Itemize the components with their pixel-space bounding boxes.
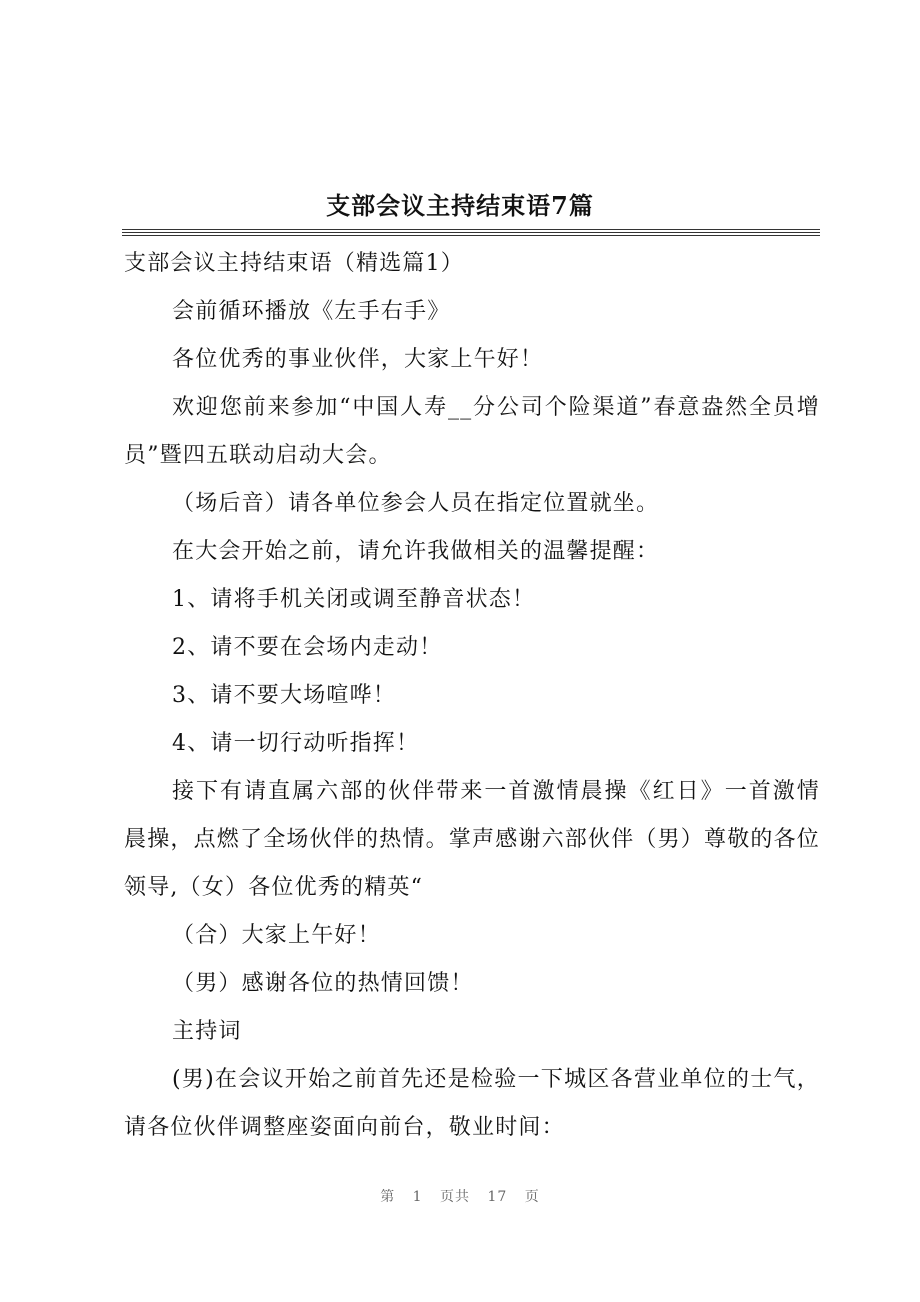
paragraph: 各位优秀的事业伙伴，大家上午好！ [172, 347, 544, 372]
paragraph: （场后音）请各单位参会人员在指定位置就坐。 [172, 491, 660, 516]
list-item: 3、请不要大场喧哗！ [172, 683, 396, 708]
paragraph: 主持词 [172, 1019, 242, 1044]
page-label: 第 [380, 1189, 396, 1205]
page-of-label: 页共 [440, 1189, 471, 1205]
page-footer [0, 1186, 920, 1206]
title-divider-bottom [122, 235, 820, 236]
section-heading: 支部会议主持结束语（精选篇1） [124, 251, 464, 276]
current-page-number: 1 [412, 1189, 423, 1205]
paragraph: （男）感谢各位的热情回馈！ [172, 971, 474, 996]
paragraph: （合）大家上午好！ [172, 923, 381, 948]
paragraph: 会前循环播放《左手右手》 [172, 299, 451, 324]
paragraph: (男)在会议开始之前首先还是检验一下城区各营业单位的士气，请各位伙伴调整座姿面向前台，敬业时间： [124, 1067, 820, 1140]
paragraph: 欢迎您前来参加“中国人寿__分公司个险渠道”春意盎然全员增员”暨四五联动启动大会。 [124, 395, 820, 468]
document-title: 支部会议主持结束语7篇 [326, 191, 594, 220]
page-unit-label: 页 [524, 1189, 540, 1205]
document-body [124, 240, 820, 1152]
list-item: 4、请一切行动听指挥！ [172, 731, 420, 756]
total-pages-number: 17 [487, 1189, 508, 1205]
paragraph: 接下有请直属六部的伙伴带来一首激情晨操《红日》一首激情晨操，点燃了全场伙伴的热情。掌声感谢六部伙伴（男）尊敬的各位领导,（女）各位优秀的精英“ [124, 779, 821, 900]
title-divider-top [122, 229, 820, 230]
list-item: 2、请不要在会场内走动！ [172, 635, 443, 660]
paragraph: 在大会开始之前，请允许我做相关的温馨提醒： [172, 539, 660, 564]
list-item: 1、请将手机关闭或调至静音状态！ [172, 587, 536, 612]
title-divider-middle [122, 232, 820, 233]
